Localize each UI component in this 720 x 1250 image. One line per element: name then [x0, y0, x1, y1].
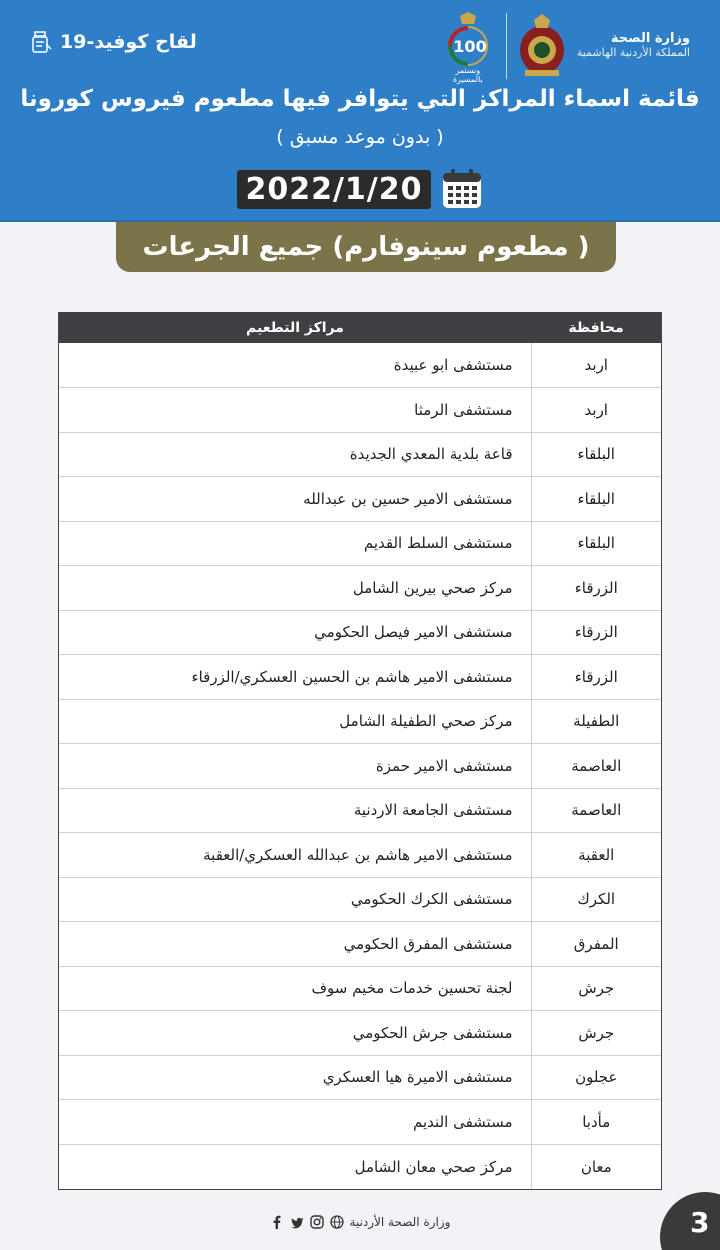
- table-row: [59, 521, 661, 566]
- kingdom-name: المملكة الأردنية الهاشمية: [576, 46, 690, 60]
- table-row: [59, 877, 661, 922]
- footer-ministry-label: وزارة الصحة الأردنية: [349, 1215, 451, 1229]
- page-number-badge: 3: [660, 1192, 720, 1250]
- governorate-cell: العقبة: [531, 833, 661, 878]
- center-cell: مستشفى جرش الحكومي: [59, 1011, 531, 1056]
- governorate-cell: اربد: [531, 388, 661, 433]
- governorate-cell: البلقاء: [531, 477, 661, 522]
- centenary-caption: ونستمر بالمسيرة: [452, 66, 483, 84]
- governorate-cell: الطفيلة: [531, 699, 661, 744]
- center-cell: مستشفى السلط القديم: [59, 521, 531, 566]
- table-row: [59, 610, 661, 655]
- svg-text:100: 100: [453, 37, 487, 56]
- center-header: مراكز التطعيم: [59, 313, 531, 343]
- date-badge: 2022/1/20: [237, 170, 430, 209]
- governorate-cell: المفرق: [531, 922, 661, 967]
- governorate-cell: البلقاء: [531, 521, 661, 566]
- center-cell: مستشفى النديم: [59, 1100, 531, 1145]
- governorate-cell: اربد: [531, 343, 661, 388]
- center-cell: مستشفى الامير حمزة: [59, 744, 531, 789]
- table-row: [59, 1011, 661, 1056]
- center-cell: مستشفى الامير هاشم بن عبدالله العسكري/العقبة: [59, 833, 531, 878]
- table-row: [59, 744, 661, 789]
- table-header-row: [59, 313, 661, 343]
- calendar-icon: [441, 168, 483, 210]
- centenary-logo: [440, 12, 496, 84]
- ministry-text: [577, 32, 690, 60]
- governorate-cell: مأدبا: [531, 1100, 661, 1145]
- governorate-cell: عجلون: [531, 1055, 661, 1100]
- center-cell: مركز صحي الطفيلة الشامل: [59, 699, 531, 744]
- center-cell: مستشفى ابو عبيدة: [59, 343, 531, 388]
- vaccine-label: لقاح كوفيد-19: [60, 31, 197, 53]
- table-row: [59, 343, 661, 388]
- governorate-cell: معان: [531, 1144, 661, 1189]
- governorate-cell: جرش: [531, 966, 661, 1011]
- governorate-cell: الكرك: [531, 877, 661, 922]
- table-row: [59, 1100, 661, 1145]
- globe-icon[interactable]: [330, 1215, 344, 1229]
- facebook-icon[interactable]: [270, 1215, 284, 1229]
- logo-divider: [506, 13, 507, 79]
- center-cell: مستشفى الجامعة الاردنية: [59, 788, 531, 833]
- governorate-cell: الزرقاء: [531, 610, 661, 655]
- centers-table: [58, 312, 662, 1190]
- footer: [0, 1210, 720, 1234]
- date-row: [0, 168, 720, 210]
- center-cell: قاعة بلدية المعدي الجديدة: [59, 432, 531, 477]
- vaccine-type-banner: ( مطعوم سينوفارم) جميع الجرعات: [116, 222, 616, 272]
- center-cell: مستشفى الامير حسين بن عبدالله: [59, 477, 531, 522]
- twitter-icon[interactable]: [290, 1215, 304, 1229]
- governorate-cell: الزرقاء: [531, 566, 661, 611]
- center-cell: مستشفى الامير هاشم بن الحسين العسكري/الزرقاء: [59, 655, 531, 700]
- governorate-cell: البلقاء: [531, 432, 661, 477]
- page-subtitle: ( بدون موعد مسبق ): [276, 126, 444, 148]
- governorate-cell: العاصمة: [531, 788, 661, 833]
- center-cell: لجنة تحسين خدمات مخيم سوف: [59, 966, 531, 1011]
- table-row: [59, 966, 661, 1011]
- table-row: [59, 432, 661, 477]
- instagram-icon[interactable]: [310, 1215, 324, 1229]
- governorate-cell: الزرقاء: [531, 655, 661, 700]
- governorate-cell: جرش: [531, 1011, 661, 1056]
- table-row: [59, 833, 661, 878]
- table-row: [59, 655, 661, 700]
- vaccine-tag: [30, 30, 197, 54]
- header-banner: [0, 0, 720, 222]
- governorate-header: محافظة: [531, 313, 661, 343]
- table-row: [59, 1055, 661, 1100]
- table-row: [59, 566, 661, 611]
- logo-group: [440, 10, 692, 82]
- jordan-crest-icon: [517, 14, 567, 78]
- table-row: [59, 1144, 661, 1189]
- center-cell: مستشفى الاميرة هيا العسكري: [59, 1055, 531, 1100]
- vaccine-vial-icon: [30, 30, 52, 54]
- center-cell: مستشفى الكرك الحكومي: [59, 877, 531, 922]
- table-row: [59, 699, 661, 744]
- center-cell: مستشفى المفرق الحكومي: [59, 922, 531, 967]
- center-cell: مستشفى الرمثا: [59, 388, 531, 433]
- governorate-cell: العاصمة: [531, 744, 661, 789]
- table-row: [59, 788, 661, 833]
- table-row: [59, 477, 661, 522]
- page-title: قائمة اسماء المراكز التي يتوافر فيها مطعوم فيروس كورونا: [20, 86, 700, 112]
- ministry-name: وزارة الصحة: [610, 31, 690, 47]
- center-cell: مستشفى الامير فيصل الحكومي: [59, 610, 531, 655]
- table-row: [59, 922, 661, 967]
- center-cell: مركز صحي معان الشامل: [354, 1157, 513, 1176]
- center-cell: مركز صحي بيرين الشامل: [59, 566, 531, 611]
- table-row: [59, 388, 661, 433]
